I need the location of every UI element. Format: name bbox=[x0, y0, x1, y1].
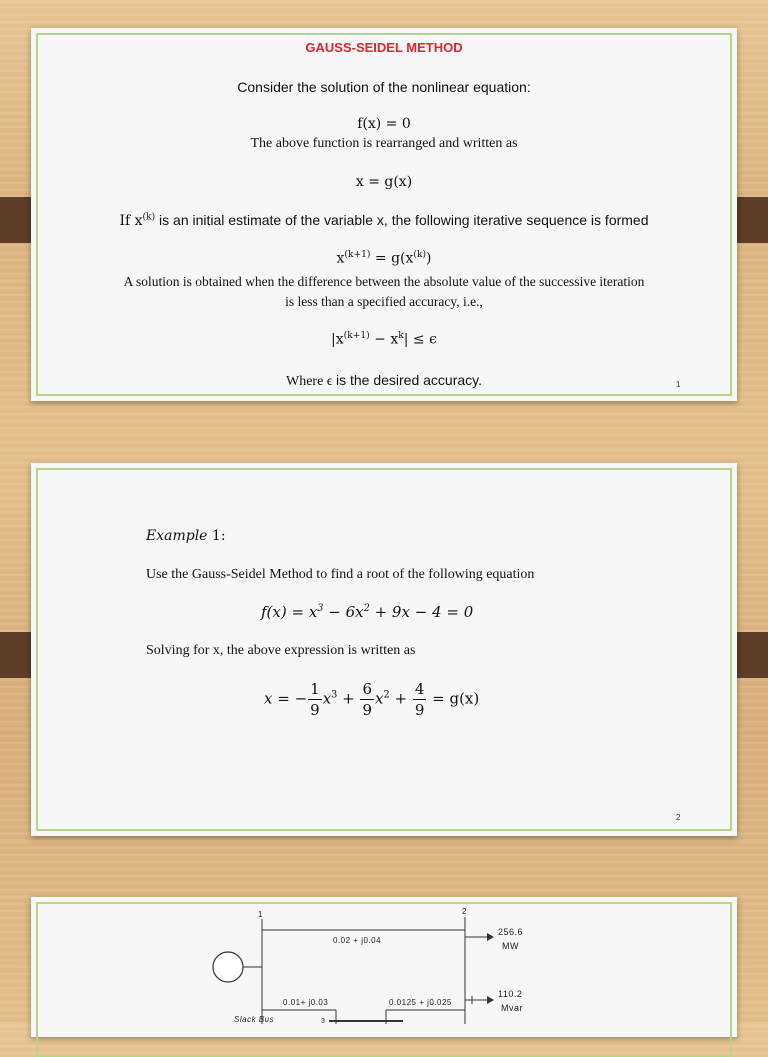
fraction-3-num: 4 bbox=[414, 680, 425, 698]
fraction-1 bbox=[308, 679, 322, 720]
solving-text: Solving for x, the above expression is written as bbox=[146, 643, 416, 658]
load-mw-arrow bbox=[487, 933, 494, 941]
iter-close: ) bbox=[426, 250, 432, 267]
intro-text: Consider the solution of the nonlinear equation: bbox=[237, 79, 531, 95]
solution-text-line2: is less than a specified accuracy, i.e., bbox=[285, 294, 483, 309]
poly-a: f(x) = x bbox=[261, 603, 318, 621]
accuracy-where: Where ϵ bbox=[285, 374, 336, 389]
generator-icon bbox=[213, 952, 243, 982]
fraction-2-num: 6 bbox=[362, 680, 373, 698]
iter-g: = g(x bbox=[370, 250, 414, 267]
conv-b: − x bbox=[369, 331, 399, 348]
slide-2 bbox=[31, 463, 737, 836]
accuracy-rest: is the desired accuracy. bbox=[335, 372, 482, 388]
convergence-equation bbox=[31, 331, 737, 348]
bus-3-label: 3 bbox=[321, 1018, 326, 1025]
slack-bus-label: Slack Bus bbox=[234, 1015, 275, 1024]
rearr-rhs: = g(x) bbox=[427, 689, 480, 708]
initial-estimate-var: If x bbox=[119, 213, 143, 229]
slide-3 bbox=[31, 897, 737, 1037]
polynomial-equation bbox=[261, 603, 473, 621]
problem-text: Use the Gauss-Seidel Method to find a root of the following equation bbox=[146, 567, 535, 582]
rearr-plus2: + bbox=[389, 689, 412, 708]
load-mvar-unit: Mvar bbox=[501, 1003, 523, 1013]
load-mw-unit: MW bbox=[502, 941, 519, 951]
rearr-t1: x bbox=[322, 689, 332, 708]
poly-c: + 9x − 4 = 0 bbox=[369, 603, 474, 621]
page-number: 2 bbox=[676, 813, 681, 822]
line-2-3-impedance: 0.0125 + j0.025 bbox=[389, 998, 452, 1007]
load-mvar-arrow bbox=[487, 996, 494, 1004]
rearr-lhs: x = − bbox=[264, 689, 308, 708]
conv-a: |x bbox=[331, 331, 344, 348]
bus-2-label: 2 bbox=[462, 907, 467, 916]
rearr-p2: 2 bbox=[383, 689, 390, 701]
slide-title: GAUSS-SEIDEL METHOD bbox=[305, 40, 463, 55]
line-1-3-impedance: 0.01+ j0.03 bbox=[283, 998, 329, 1007]
conv-c: | ≤ ϵ bbox=[403, 331, 437, 348]
example-heading bbox=[146, 528, 226, 545]
slide-1 bbox=[31, 28, 737, 401]
iter-x: x bbox=[336, 250, 345, 267]
solution-text-line1: A solution is obtained when the difference between the absolute value of the successive iteration bbox=[123, 274, 645, 289]
rearr-p1: 3 bbox=[331, 689, 338, 701]
initial-estimate-rest: is an initial estimate of the variable x, the following iterative sequence is formed bbox=[155, 212, 649, 228]
example-number: 1: bbox=[207, 528, 226, 544]
fraction-3 bbox=[413, 679, 427, 720]
fraction-1-num: 1 bbox=[310, 680, 320, 698]
initial-estimate-sup: (k) bbox=[142, 212, 156, 223]
poly-p2: 2 bbox=[363, 603, 370, 614]
load-mw-value: 256.6 bbox=[498, 927, 524, 937]
load-mvar-value: 110.2 bbox=[498, 989, 523, 999]
rearr-t2: x bbox=[375, 689, 384, 708]
rearr-plus1: + bbox=[337, 689, 360, 708]
example-label: Example bbox=[146, 528, 208, 544]
bus-1-label: 1 bbox=[258, 910, 263, 919]
accuracy-text bbox=[31, 372, 737, 390]
conv-sup1: (k+1) bbox=[343, 331, 370, 341]
fraction-1-den: 9 bbox=[310, 701, 320, 719]
rearranged-equation bbox=[264, 679, 479, 720]
equation-fx: f(x) = 0 bbox=[357, 116, 411, 132]
poly-b: − 6x bbox=[323, 603, 364, 621]
line-1-2-impedance: 0.02 + j0.04 bbox=[333, 936, 382, 945]
power-system-diagram bbox=[31, 897, 737, 1024]
fraction-2-den: 9 bbox=[362, 701, 373, 719]
iter-sup2: (k) bbox=[413, 250, 426, 260]
rearranged-text: The above function is rearranged and written as bbox=[250, 136, 518, 151]
page-number: 1 bbox=[676, 380, 681, 389]
fraction-2 bbox=[360, 679, 374, 720]
fraction-3-den: 9 bbox=[414, 701, 425, 719]
poly-p1: 3 bbox=[317, 603, 324, 614]
initial-estimate-text bbox=[31, 212, 737, 229]
conv-sup2: k bbox=[398, 331, 404, 341]
iteration-equation bbox=[31, 250, 737, 267]
equation-gx: x = g(x) bbox=[355, 174, 413, 190]
iter-sup1: (k+1) bbox=[344, 250, 371, 260]
